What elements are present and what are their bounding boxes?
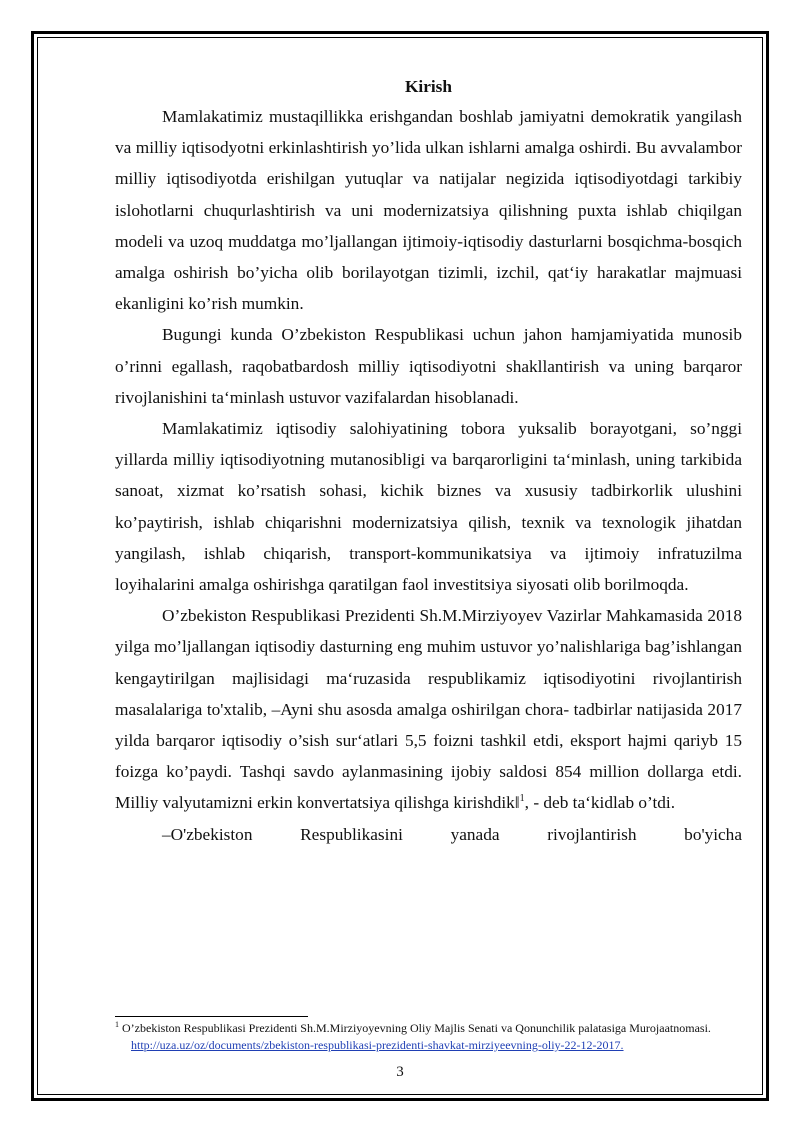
paragraph-4-text: O’zbekiston Respublikasi Prezidenti Sh.M.Mirziyoyev Vazirlar Mahkamasida 2018 yilga mo’ljallangan iqtisodiy dasturning eng muhim ustuvor yo’nalishlariga bag’ishlangan kengaytirilgan majlisidagi ma‘ruzasida respublikamiz iqtisodiyotini rivojlantirish masalalariga to'xtalib, –Ayni shu asosda amalga oshirilgan chora- tadbirlar natijasida 2017 yilda barqaror iqtisodiy o’sish sur‘atlari 5,5 foizni tashkil etdi, eksport hajmi qariyb 15 foizga ko’paydi. Tashqi savdo aylanmasining ijobiy saldosi 854 million dollarga etdi. Milliy valyutamizni erkin konvertatsiya qilishga kirishdik‖ xyxy=(115,606,742,813)
paragraph-3: Mamlakatimiz iqtisodiy salohiyatining tobora yuksalib borayotgani, so’nggi yillarda milliy iqtisodiyotning mutanosibligi va barqarorligini ta‘minlash, uning tarkibida sanoat, xizmat ko’rsatish sohasi, kichik biznes va xususiy tadbirkorlik ulushini ko’paytirish, ishlab chiqarishni modernizatsiya qilish, texnik va texnologik jihatdan yangilash, ishlab chiqarish, transport-kommunikatsiya va ijtimoiy infratuzilma loyihalarini amalga oshirishga qaratilgan faol investitsiya siyosati olib borilmoqda. xyxy=(115,419,742,595)
paragraph-1: Mamlakatimiz mustaqillikka erishgandan boshlab jamiyatni demokratik yangilash va milliy iqtisodyotni erkinlashtirish yo’lida ulkan ishlarni amalga oshirdi. Bu avvalambor milliy iqtisodiyotda erishilgan yutuqlar va natijalar negizida iqtisodiyotdagi tarkibiy islohotlarni chuqurlashtirish va uni modernizatsiya qilishning puxta ishlab chiqilgan modeli va uzoq muddatga mo’ljallangan ijtimoiy-iqtisodiy dasturlarni bosqichma-bosqich amalga oshirish bo’yicha olib borilayotgan tizimli, izchil, qat‘iy harakatlar majmuasi ekanligini ko’rish mumkin. xyxy=(115,107,742,314)
footnote xyxy=(115,1020,755,1054)
paragraph-2: Bugungi kunda O’zbekiston Respublikasi uchun jahon hamjamiyatida munosib o’rinni egallash, raqobatbardosh milliy iqtisodiyotni shakllantirish va uning barqaror rivojlanishini ta‘minlash ustuvor vazifalardan hisoblanadi. xyxy=(115,325,742,407)
paragraph-4-suffix: , - deb ta‘kidlab o’tdi. xyxy=(524,793,676,813)
footnote-number: 1 xyxy=(115,1020,119,1029)
paragraph-5: –O'zbekiston Respublikasini yanada rivojlantirish bo'yicha xyxy=(162,824,742,844)
paragraph-4 xyxy=(115,600,742,818)
section-title: Kirish xyxy=(404,77,453,96)
footnote-text: O’zbekiston Respublikasi Prezidenti Sh.M.Mirziyoyevning Oliy Majlis Senati va Qonunchilik palatasiga Murojaatnomasi. xyxy=(122,1021,711,1035)
footnote-separator xyxy=(115,1016,308,1017)
page-number: 3 xyxy=(396,1064,404,1080)
footnote-reference[interactable]: 1 xyxy=(519,793,525,805)
footnote-link[interactable]: http://uza.uz/oz/documents/zbekiston-respublikasi-prezidenti-shavkat-mirziyeevning-oliy-22-12-2017. xyxy=(131,1038,624,1052)
document-body xyxy=(115,72,742,850)
